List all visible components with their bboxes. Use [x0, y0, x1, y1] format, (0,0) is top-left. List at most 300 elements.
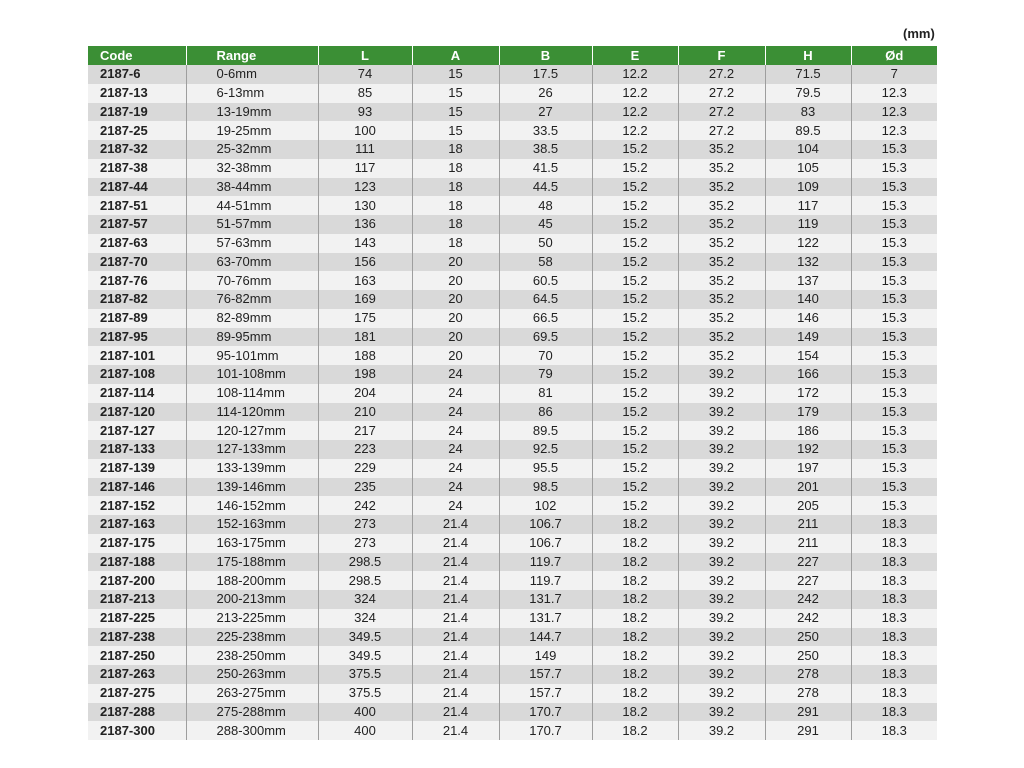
- table-row: [88, 121, 937, 140]
- cell-a: 18: [412, 215, 499, 234]
- cell-l: 217: [318, 421, 412, 440]
- cell-f: 39.2: [678, 646, 765, 665]
- cell-od: 18.3: [851, 665, 937, 684]
- cell-e: 18.2: [592, 609, 678, 628]
- cell-range: 51-57mm: [186, 215, 318, 234]
- cell-f: 39.2: [678, 628, 765, 647]
- cell-range: 6-13mm: [186, 84, 318, 103]
- cell-l: 400: [318, 721, 412, 740]
- cell-f: 39.2: [678, 665, 765, 684]
- cell-e: 15.2: [592, 178, 678, 197]
- cell-od: 15.3: [851, 253, 937, 272]
- cell-b: 79: [499, 365, 592, 384]
- cell-a: 20: [412, 346, 499, 365]
- cell-range: 38-44mm: [186, 178, 318, 197]
- cell-range: 101-108mm: [186, 365, 318, 384]
- cell-l: 223: [318, 440, 412, 459]
- cell-e: 15.2: [592, 159, 678, 178]
- cell-code: 2187-200: [88, 571, 186, 590]
- cell-b: 48: [499, 196, 592, 215]
- cell-h: 89.5: [765, 121, 851, 140]
- cell-e: 18.2: [592, 534, 678, 553]
- cell-a: 21.4: [412, 684, 499, 703]
- table-row: [88, 234, 937, 253]
- cell-code: 2187-108: [88, 365, 186, 384]
- cell-l: 156: [318, 253, 412, 272]
- table-row: [88, 365, 937, 384]
- cell-a: 24: [412, 478, 499, 497]
- table-row: [88, 178, 937, 197]
- cell-l: 130: [318, 196, 412, 215]
- table-row: [88, 440, 937, 459]
- column-header-od: Ød: [851, 46, 937, 65]
- cell-f: 27.2: [678, 65, 765, 84]
- cell-b: 131.7: [499, 609, 592, 628]
- cell-code: 2187-152: [88, 496, 186, 515]
- cell-e: 15.2: [592, 346, 678, 365]
- cell-od: 15.3: [851, 290, 937, 309]
- cell-range: 25-32mm: [186, 140, 318, 159]
- cell-l: 324: [318, 609, 412, 628]
- cell-od: 12.3: [851, 121, 937, 140]
- cell-f: 39.2: [678, 721, 765, 740]
- cell-e: 15.2: [592, 365, 678, 384]
- table-row: [88, 590, 937, 609]
- table-row: [88, 271, 937, 290]
- cell-range: 188-200mm: [186, 571, 318, 590]
- table-row: [88, 703, 937, 722]
- cell-e: 12.2: [592, 84, 678, 103]
- cell-h: 132: [765, 253, 851, 272]
- cell-b: 45: [499, 215, 592, 234]
- cell-b: 64.5: [499, 290, 592, 309]
- cell-a: 21.4: [412, 609, 499, 628]
- cell-e: 18.2: [592, 571, 678, 590]
- cell-f: 27.2: [678, 103, 765, 122]
- cell-f: 35.2: [678, 159, 765, 178]
- table-row: [88, 159, 937, 178]
- cell-b: 102: [499, 496, 592, 515]
- cell-f: 35.2: [678, 328, 765, 347]
- cell-e: 18.2: [592, 515, 678, 534]
- cell-h: 71.5: [765, 65, 851, 84]
- table-row: [88, 534, 937, 553]
- cell-range: 133-139mm: [186, 459, 318, 478]
- table-row: [88, 459, 937, 478]
- cell-od: 15.3: [851, 403, 937, 422]
- cell-range: 44-51mm: [186, 196, 318, 215]
- cell-range: 32-38mm: [186, 159, 318, 178]
- cell-b: 69.5: [499, 328, 592, 347]
- cell-a: 21.4: [412, 553, 499, 572]
- cell-a: 20: [412, 253, 499, 272]
- cell-f: 39.2: [678, 534, 765, 553]
- cell-h: 201: [765, 478, 851, 497]
- table-row: [88, 496, 937, 515]
- specification-table: [88, 46, 937, 740]
- column-header-code: Code: [88, 46, 186, 65]
- cell-e: 15.2: [592, 215, 678, 234]
- cell-range: 108-114mm: [186, 384, 318, 403]
- cell-e: 15.2: [592, 328, 678, 347]
- cell-f: 39.2: [678, 384, 765, 403]
- cell-f: 39.2: [678, 440, 765, 459]
- cell-l: 85: [318, 84, 412, 103]
- cell-range: 200-213mm: [186, 590, 318, 609]
- cell-l: 349.5: [318, 646, 412, 665]
- cell-h: 192: [765, 440, 851, 459]
- column-header-f: F: [678, 46, 765, 65]
- cell-l: 235: [318, 478, 412, 497]
- cell-l: 74: [318, 65, 412, 84]
- cell-a: 18: [412, 178, 499, 197]
- table-row: [88, 665, 937, 684]
- cell-h: 291: [765, 721, 851, 740]
- cell-l: 163: [318, 271, 412, 290]
- cell-od: 15.3: [851, 140, 937, 159]
- cell-range: 225-238mm: [186, 628, 318, 647]
- cell-f: 27.2: [678, 84, 765, 103]
- cell-od: 15.3: [851, 496, 937, 515]
- cell-od: 15.3: [851, 196, 937, 215]
- cell-range: 13-19mm: [186, 103, 318, 122]
- cell-h: 117: [765, 196, 851, 215]
- cell-code: 2187-25: [88, 121, 186, 140]
- cell-h: 250: [765, 646, 851, 665]
- cell-a: 24: [412, 496, 499, 515]
- cell-h: 149: [765, 328, 851, 347]
- cell-e: 15.2: [592, 496, 678, 515]
- cell-f: 39.2: [678, 459, 765, 478]
- cell-code: 2187-225: [88, 609, 186, 628]
- cell-a: 21.4: [412, 515, 499, 534]
- cell-od: 12.3: [851, 84, 937, 103]
- cell-a: 18: [412, 140, 499, 159]
- cell-code: 2187-175: [88, 534, 186, 553]
- cell-h: 109: [765, 178, 851, 197]
- cell-b: 106.7: [499, 534, 592, 553]
- table-row: [88, 196, 937, 215]
- cell-f: 35.2: [678, 140, 765, 159]
- cell-range: 76-82mm: [186, 290, 318, 309]
- cell-od: 15.3: [851, 328, 937, 347]
- cell-range: 70-76mm: [186, 271, 318, 290]
- cell-e: 15.2: [592, 384, 678, 403]
- cell-b: 144.7: [499, 628, 592, 647]
- cell-range: 95-101mm: [186, 346, 318, 365]
- cell-a: 21.4: [412, 534, 499, 553]
- cell-b: 119.7: [499, 553, 592, 572]
- cell-od: 15.3: [851, 459, 937, 478]
- cell-a: 21.4: [412, 703, 499, 722]
- cell-b: 33.5: [499, 121, 592, 140]
- cell-range: 146-152mm: [186, 496, 318, 515]
- cell-l: 273: [318, 534, 412, 553]
- cell-h: 172: [765, 384, 851, 403]
- cell-f: 39.2: [678, 590, 765, 609]
- cell-code: 2187-163: [88, 515, 186, 534]
- column-header-b: B: [499, 46, 592, 65]
- cell-b: 70: [499, 346, 592, 365]
- cell-f: 39.2: [678, 609, 765, 628]
- cell-f: 35.2: [678, 290, 765, 309]
- cell-a: 18: [412, 196, 499, 215]
- cell-e: 15.2: [592, 196, 678, 215]
- cell-a: 15: [412, 65, 499, 84]
- table-row: [88, 403, 937, 422]
- cell-code: 2187-32: [88, 140, 186, 159]
- cell-l: 298.5: [318, 571, 412, 590]
- cell-code: 2187-13: [88, 84, 186, 103]
- cell-f: 39.2: [678, 553, 765, 572]
- cell-od: 15.3: [851, 159, 937, 178]
- cell-b: 170.7: [499, 721, 592, 740]
- cell-range: 0-6mm: [186, 65, 318, 84]
- cell-b: 170.7: [499, 703, 592, 722]
- cell-range: 213-225mm: [186, 609, 318, 628]
- cell-l: 349.5: [318, 628, 412, 647]
- cell-b: 17.5: [499, 65, 592, 84]
- table-row: [88, 103, 937, 122]
- cell-od: 18.3: [851, 628, 937, 647]
- cell-h: 211: [765, 534, 851, 553]
- cell-h: 250: [765, 628, 851, 647]
- cell-od: 15.3: [851, 309, 937, 328]
- cell-e: 18.2: [592, 646, 678, 665]
- cell-e: 15.2: [592, 271, 678, 290]
- cell-range: 57-63mm: [186, 234, 318, 253]
- cell-a: 24: [412, 421, 499, 440]
- cell-a: 15: [412, 103, 499, 122]
- cell-l: 198: [318, 365, 412, 384]
- cell-h: 278: [765, 684, 851, 703]
- column-header-e: E: [592, 46, 678, 65]
- table-row: [88, 84, 937, 103]
- cell-od: 15.3: [851, 346, 937, 365]
- cell-b: 27: [499, 103, 592, 122]
- cell-b: 26: [499, 84, 592, 103]
- cell-od: 15.3: [851, 440, 937, 459]
- cell-h: 137: [765, 271, 851, 290]
- cell-code: 2187-133: [88, 440, 186, 459]
- cell-e: 15.2: [592, 459, 678, 478]
- cell-l: 93: [318, 103, 412, 122]
- cell-code: 2187-275: [88, 684, 186, 703]
- cell-range: 82-89mm: [186, 309, 318, 328]
- cell-range: 89-95mm: [186, 328, 318, 347]
- cell-f: 39.2: [678, 403, 765, 422]
- cell-od: 18.3: [851, 703, 937, 722]
- cell-a: 24: [412, 440, 499, 459]
- cell-h: 122: [765, 234, 851, 253]
- cell-code: 2187-250: [88, 646, 186, 665]
- cell-code: 2187-51: [88, 196, 186, 215]
- cell-b: 157.7: [499, 665, 592, 684]
- cell-l: 136: [318, 215, 412, 234]
- cell-h: 154: [765, 346, 851, 365]
- cell-l: 111: [318, 140, 412, 159]
- cell-b: 81: [499, 384, 592, 403]
- table-row: [88, 384, 937, 403]
- cell-a: 21.4: [412, 665, 499, 684]
- cell-h: 242: [765, 609, 851, 628]
- cell-e: 12.2: [592, 103, 678, 122]
- cell-od: 18.3: [851, 553, 937, 572]
- cell-range: 127-133mm: [186, 440, 318, 459]
- cell-h: 105: [765, 159, 851, 178]
- cell-a: 18: [412, 234, 499, 253]
- table-row: [88, 628, 937, 647]
- cell-h: 179: [765, 403, 851, 422]
- cell-code: 2187-127: [88, 421, 186, 440]
- cell-b: 119.7: [499, 571, 592, 590]
- table-row: [88, 309, 937, 328]
- cell-h: 211: [765, 515, 851, 534]
- cell-b: 50: [499, 234, 592, 253]
- table-row: [88, 421, 937, 440]
- cell-b: 58: [499, 253, 592, 272]
- cell-a: 24: [412, 365, 499, 384]
- cell-od: 18.3: [851, 609, 937, 628]
- cell-f: 35.2: [678, 178, 765, 197]
- cell-range: 139-146mm: [186, 478, 318, 497]
- table-row: [88, 684, 937, 703]
- cell-h: 166: [765, 365, 851, 384]
- table-row: [88, 515, 937, 534]
- cell-e: 18.2: [592, 665, 678, 684]
- cell-f: 39.2: [678, 478, 765, 497]
- cell-b: 86: [499, 403, 592, 422]
- cell-od: 15.3: [851, 178, 937, 197]
- cell-od: 15.3: [851, 384, 937, 403]
- cell-l: 188: [318, 346, 412, 365]
- cell-e: 15.2: [592, 290, 678, 309]
- cell-od: 18.3: [851, 590, 937, 609]
- cell-a: 18: [412, 159, 499, 178]
- table-row: [88, 65, 937, 84]
- cell-a: 21.4: [412, 571, 499, 590]
- cell-a: 15: [412, 121, 499, 140]
- cell-h: 83: [765, 103, 851, 122]
- cell-l: 210: [318, 403, 412, 422]
- cell-b: 106.7: [499, 515, 592, 534]
- cell-h: 227: [765, 553, 851, 572]
- cell-range: 250-263mm: [186, 665, 318, 684]
- cell-h: 197: [765, 459, 851, 478]
- cell-b: 41.5: [499, 159, 592, 178]
- cell-code: 2187-114: [88, 384, 186, 403]
- cell-code: 2187-19: [88, 103, 186, 122]
- cell-e: 15.2: [592, 478, 678, 497]
- cell-l: 175: [318, 309, 412, 328]
- unit-label: (mm): [903, 26, 935, 41]
- table-row: [88, 253, 937, 272]
- cell-f: 39.2: [678, 421, 765, 440]
- cell-e: 15.2: [592, 421, 678, 440]
- cell-code: 2187-57: [88, 215, 186, 234]
- cell-h: 278: [765, 665, 851, 684]
- cell-b: 95.5: [499, 459, 592, 478]
- cell-f: 35.2: [678, 215, 765, 234]
- cell-code: 2187-6: [88, 65, 186, 84]
- cell-a: 24: [412, 403, 499, 422]
- table-row: [88, 646, 937, 665]
- cell-l: 273: [318, 515, 412, 534]
- cell-e: 15.2: [592, 253, 678, 272]
- cell-l: 324: [318, 590, 412, 609]
- cell-e: 18.2: [592, 590, 678, 609]
- cell-e: 18.2: [592, 553, 678, 572]
- table-body: [88, 65, 937, 740]
- cell-f: 35.2: [678, 309, 765, 328]
- cell-l: 229: [318, 459, 412, 478]
- cell-l: 117: [318, 159, 412, 178]
- cell-code: 2187-238: [88, 628, 186, 647]
- cell-a: 21.4: [412, 628, 499, 647]
- cell-od: 18.3: [851, 534, 937, 553]
- cell-od: 15.3: [851, 478, 937, 497]
- table-row: [88, 721, 937, 740]
- cell-a: 24: [412, 384, 499, 403]
- cell-b: 131.7: [499, 590, 592, 609]
- cell-e: 15.2: [592, 309, 678, 328]
- cell-code: 2187-120: [88, 403, 186, 422]
- cell-a: 20: [412, 271, 499, 290]
- cell-code: 2187-76: [88, 271, 186, 290]
- column-header-h: H: [765, 46, 851, 65]
- table-row: [88, 290, 937, 309]
- cell-b: 149: [499, 646, 592, 665]
- cell-a: 21.4: [412, 646, 499, 665]
- cell-e: 18.2: [592, 721, 678, 740]
- cell-od: 15.3: [851, 215, 937, 234]
- cell-code: 2187-213: [88, 590, 186, 609]
- cell-e: 18.2: [592, 628, 678, 647]
- cell-b: 157.7: [499, 684, 592, 703]
- cell-b: 98.5: [499, 478, 592, 497]
- cell-range: 288-300mm: [186, 721, 318, 740]
- cell-b: 44.5: [499, 178, 592, 197]
- cell-l: 143: [318, 234, 412, 253]
- cell-a: 24: [412, 459, 499, 478]
- cell-range: 238-250mm: [186, 646, 318, 665]
- cell-od: 18.3: [851, 684, 937, 703]
- cell-e: 12.2: [592, 65, 678, 84]
- cell-f: 35.2: [678, 234, 765, 253]
- cell-e: 18.2: [592, 684, 678, 703]
- cell-range: 114-120mm: [186, 403, 318, 422]
- cell-f: 39.2: [678, 515, 765, 534]
- cell-od: 15.3: [851, 421, 937, 440]
- cell-od: 18.3: [851, 571, 937, 590]
- cell-od: 12.3: [851, 103, 937, 122]
- column-header-a: A: [412, 46, 499, 65]
- cell-f: 35.2: [678, 346, 765, 365]
- cell-code: 2187-89: [88, 309, 186, 328]
- table-row: [88, 140, 937, 159]
- cell-e: 15.2: [592, 403, 678, 422]
- cell-h: 205: [765, 496, 851, 515]
- cell-od: 15.3: [851, 365, 937, 384]
- cell-range: 120-127mm: [186, 421, 318, 440]
- cell-range: 263-275mm: [186, 684, 318, 703]
- cell-l: 204: [318, 384, 412, 403]
- cell-code: 2187-70: [88, 253, 186, 272]
- cell-l: 400: [318, 703, 412, 722]
- cell-a: 20: [412, 290, 499, 309]
- cell-h: 140: [765, 290, 851, 309]
- cell-f: 39.2: [678, 365, 765, 384]
